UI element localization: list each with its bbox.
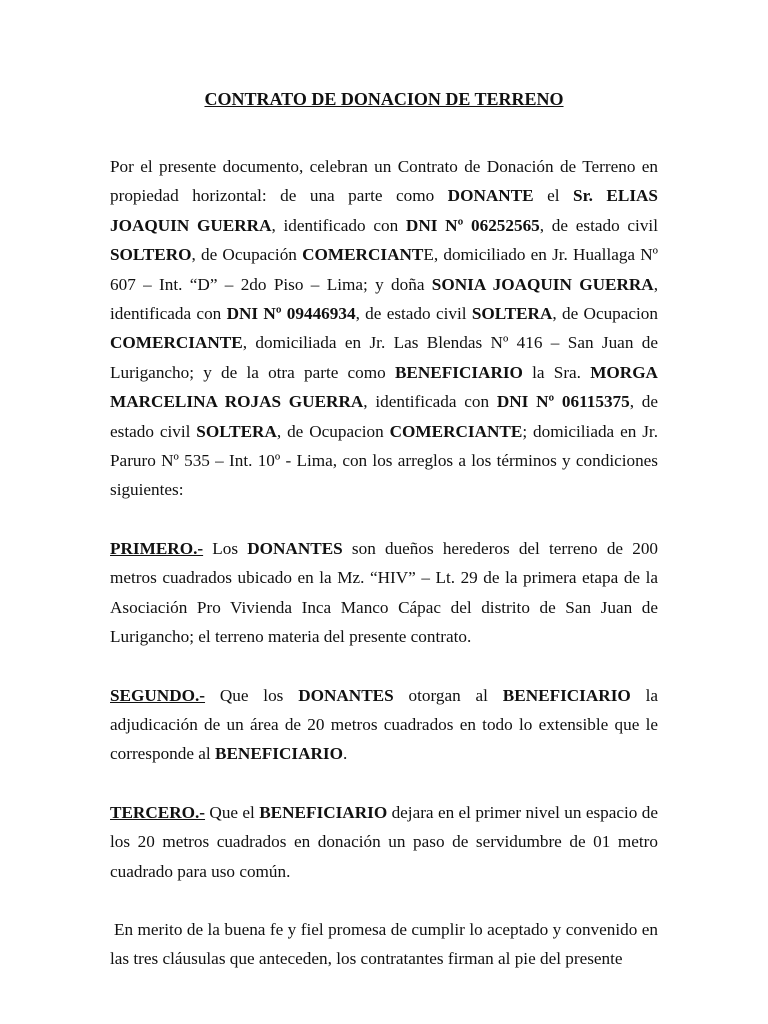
text-run: , identificada con (363, 392, 497, 412)
bold-term: DONANTE (447, 186, 534, 206)
text-run: Por el presente documento, celebran un Contrato de Donación de Terreno en propiedad horizontal: de una parte como (110, 157, 658, 206)
text-run: la adjudicación de un área de 20 metros cuadrados en todo lo extensible que le corresponde al (110, 685, 658, 764)
bold-term: COMERCIANT (302, 245, 424, 265)
bold-term: MORGA MARCELINA ROJAS GUERRA (110, 362, 658, 412)
bold-term: SONIA JOAQUIN GUERRA (431, 274, 654, 294)
text-run: , de estado civil (355, 304, 472, 324)
text-run: dejara en el primer nivel un espacio de los 20 metros cuadrados en donación un paso de servidumbre de 01 metro cuadrado para uso común. (110, 802, 658, 881)
bold-term: BENEFICIARIO (502, 685, 631, 705)
bold-term: BENEFICIARIO (215, 744, 343, 764)
text-run: , de estado civil (539, 215, 658, 235)
bold-term: BENEFICIARIO (259, 802, 388, 822)
text-run: la Sra. (522, 362, 591, 382)
text-run: Que los (205, 685, 299, 705)
text-run: son dueños herederos del terreno de 200 metros cuadrados ubicado en la Mz. “HIV” – Lt. 29 de la primera etapa de la Asociación Pro Vivienda Inca Manco Cápac del distrito de San Juan de Lurigancho; el terreno materia del presente contrato. (110, 538, 659, 647)
text-run: E, domiciliado en Jr. Huallaga Nº 607 – Int. “D” – 2do Piso – Lima; y doña (110, 245, 658, 294)
text-run: , de estado civil (110, 392, 659, 441)
clause-segundo (110, 681, 658, 769)
bold-term: Sr. ELIAS JOAQUIN GUERRA (110, 186, 658, 235)
text-run: ; domiciliada en Jr. Paruro Nº 535 – Int. 10º - Lima, con los arreglos a los términos y condiciones siguientes: (110, 421, 658, 500)
text-run: , de Ocupación (191, 245, 303, 265)
text-run: el (533, 186, 574, 206)
closing-paragraph (110, 915, 658, 974)
clause-heading: PRIMERO.- (110, 538, 204, 558)
bold-term: DONANTES (298, 685, 394, 705)
text-run: , identificado con (271, 215, 406, 235)
text-run: En merito de la buena fe y fiel promesa de cumplir lo aceptado y convenido en las tres cláusulas que anteceden, los contratantes firman al pie del presente (110, 919, 658, 969)
bold-term: DNI Nº 09446934 (226, 304, 356, 324)
text-run: , identificada con (110, 274, 659, 324)
bold-term: COMERCIANTE (389, 421, 523, 441)
bold-term: DNI Nº 06252565 (405, 215, 540, 235)
text-run: Que el (205, 802, 260, 822)
bold-term: SOLTERA (471, 304, 553, 324)
bold-term: DNI Nº 06115375 (496, 392, 630, 412)
text-run: , domiciliada en Jr. Las Blendas Nº 416 – San Juan de Lurigancho; y de la otra parte como (110, 333, 658, 382)
bold-term: BENEFICIARIO (394, 362, 523, 382)
clause-heading: SEGUNDO.- (110, 685, 206, 705)
text-run: , de Ocupacion (276, 421, 390, 441)
document-title: CONTRATO DE DONACION DE TERRENO (204, 89, 564, 109)
bold-term: SOLTERA (196, 421, 277, 441)
text-run: . (342, 744, 348, 764)
bold-term: SOLTERO (110, 245, 192, 265)
clause-heading: TERCERO.- (110, 802, 206, 822)
text-run: Los (203, 538, 248, 558)
clause-tercero (110, 798, 658, 886)
clause-primero (110, 534, 658, 652)
bold-term: DONANTES (247, 538, 343, 558)
intro-paragraph (110, 152, 658, 505)
bold-term: COMERCIANTE (110, 333, 243, 353)
text-run: , de Ocupacion (552, 304, 658, 324)
text-run: otorgan al (393, 685, 503, 705)
